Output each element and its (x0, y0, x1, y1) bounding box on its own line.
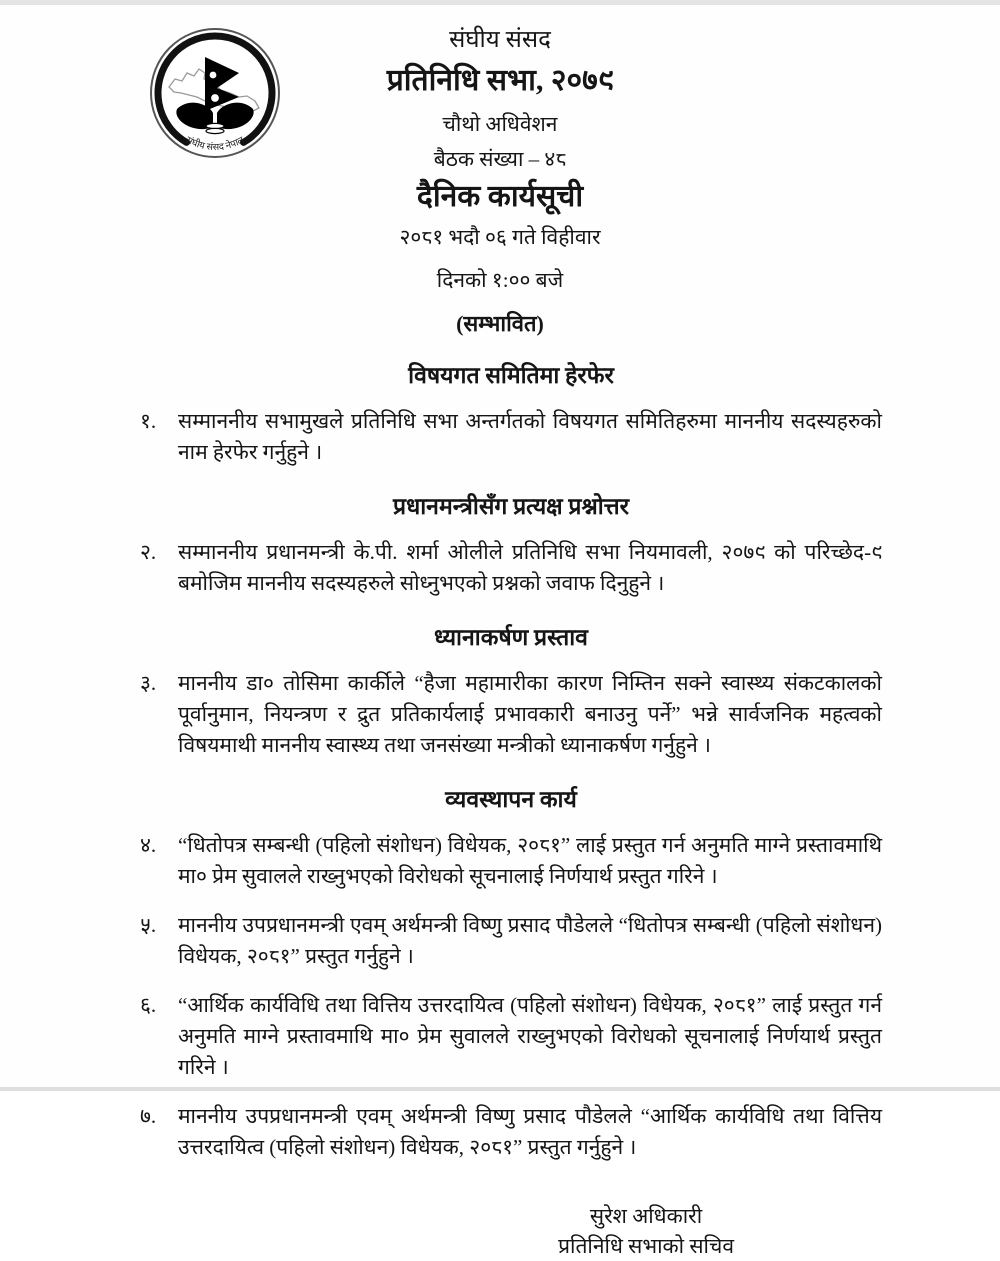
item-text: सम्माननीय प्रधानमन्त्री के.पी. शर्मा ओलीले प्रतिनिधि सभा नियमावली, २०७९ को परिच्छेद-९ बमोजिम माननीय सदस्यहरुले सोध्नुभएको प्रश्नको जवाफ दिनुहुने । (178, 540, 882, 595)
signatory-title: प्रतिनिधि सभाको सचिव (558, 1234, 734, 1258)
org-name: संघीय संसद (449, 27, 551, 53)
item-text: माननीय डा० तोसिमा कार्कीले “हैजा महामारीका कारण निम्तिन सक्ने स्वास्थ्य संकटकालको पूर्वानुमान, नियन्त्रण र द्रुत प्रतिकार्यलाई प्रभावकारी बनाउनु पर्ने” भन्ने सार्वजनिक महत्वको विषयमाथी माननीय स्वास्थ्य तथा जनसंख्या मन्त्रीको ध्यानाकर्षण गर्नुहुने । (178, 671, 882, 757)
parliament-emblem (147, 23, 283, 163)
section-legislative-business (140, 786, 882, 1163)
date-line: २०८१ भदौ ०६ गते विहीवार (399, 225, 601, 249)
item-number: ५. (140, 913, 157, 937)
parliament-emblem-graphic (147, 23, 283, 163)
item-text: “धितोपत्र सम्बन्धी (पहिलो संशोधन) विधेयक, २०८१” लाई प्रस्तुत गर्न अनुमति माग्ने प्रस्तावमाथि मा० प्रेम सुवालले राख्नुभएको विरोधको सूचनालाई निर्णयार्थ प्रस्तुत गरिने । (178, 833, 882, 888)
agenda-item (140, 668, 882, 761)
agenda-item (140, 406, 882, 468)
house-title: प्रतिनिधि सभा, २०७९ (386, 64, 614, 97)
session-line: चौथो अधिवेशन (442, 112, 558, 136)
section-heading: विषयगत समितिमा हेरफेर (408, 363, 614, 388)
item-text: माननीय उपप्रधानमन्त्री एवम् अर्थमन्त्री विष्णु प्रसाद पौडेलले “धितोपत्र सम्बन्धी (पहिलो संशोधन) विधेयक, २०८१” प्रस्तुत गर्नुहुने । (178, 913, 882, 968)
agenda-item (140, 990, 882, 1083)
item-number: ३. (140, 671, 157, 695)
section-attention-motion (140, 624, 882, 761)
item-number: ६. (140, 993, 157, 1017)
flag-moon-icon (210, 72, 217, 79)
time-line: दिनको १:०० बजे (436, 268, 564, 292)
emblem-caption: संघीय संसद नेपाल (183, 135, 247, 154)
section-committee-change (140, 362, 882, 468)
signatory-name: सुरेश अधिकारी (589, 1204, 703, 1228)
agenda-item (140, 1101, 882, 1163)
section-pm-question-answer (140, 493, 882, 599)
item-number: २. (140, 540, 157, 564)
emblem-base-ring (206, 128, 224, 133)
flag-sun-icon (211, 94, 219, 102)
item-number: ४. (140, 833, 157, 857)
item-number: १. (140, 409, 157, 433)
agenda-item (140, 830, 882, 892)
item-text: माननीय उपप्रधानमन्त्री एवम् अर्थमन्त्री विष्णु प्रसाद पौडेलले “आर्थिक कार्यविधि तथा वित्तिय उत्तरदायित्व (पहिलो संशोधन) विधेयक, २०८१” प्रस्तुत गर्नुहुने । (178, 1104, 882, 1159)
section-heading: ध्यानाकर्षण प्रस्ताव (434, 625, 588, 650)
signature-block (558, 1201, 734, 1261)
agenda-item (140, 910, 882, 972)
section-heading: व्यवस्थापन कार्य (445, 787, 577, 812)
agenda-content (0, 362, 1000, 1261)
item-number: ७. (140, 1104, 157, 1128)
document-title: दैनिक कार्यसूची (416, 180, 584, 213)
item-text: “आर्थिक कार्यविधि तथा वित्तिय उत्तरदायित्व (पहिलो संशोधन) विधेयक, २०८१” लाई प्रस्तुत गर्न अनुमति माग्ने प्रस्तावमाथि मा० प्रेम सुवालले राख्नुभएको विरोधको सूचनालाई निर्णयार्थ प्रस्तुत गरिने । (178, 993, 882, 1079)
tentative-label: (सम्भावित) (456, 311, 544, 336)
item-text: सम्माननीय सभामुखले प्रतिनिधि सभा अन्तर्गतको विषयगत समितिहरुमा माननीय सदस्यहरुको नाम हेरफेर गर्नुहुने । (178, 409, 882, 464)
section-heading: प्रधानमन्त्रीसँग प्रत्यक्ष प्रश्नोत्तर (392, 494, 630, 519)
meeting-number: बैठक संख्या – ४८ (433, 147, 567, 171)
agenda-item (140, 537, 882, 599)
